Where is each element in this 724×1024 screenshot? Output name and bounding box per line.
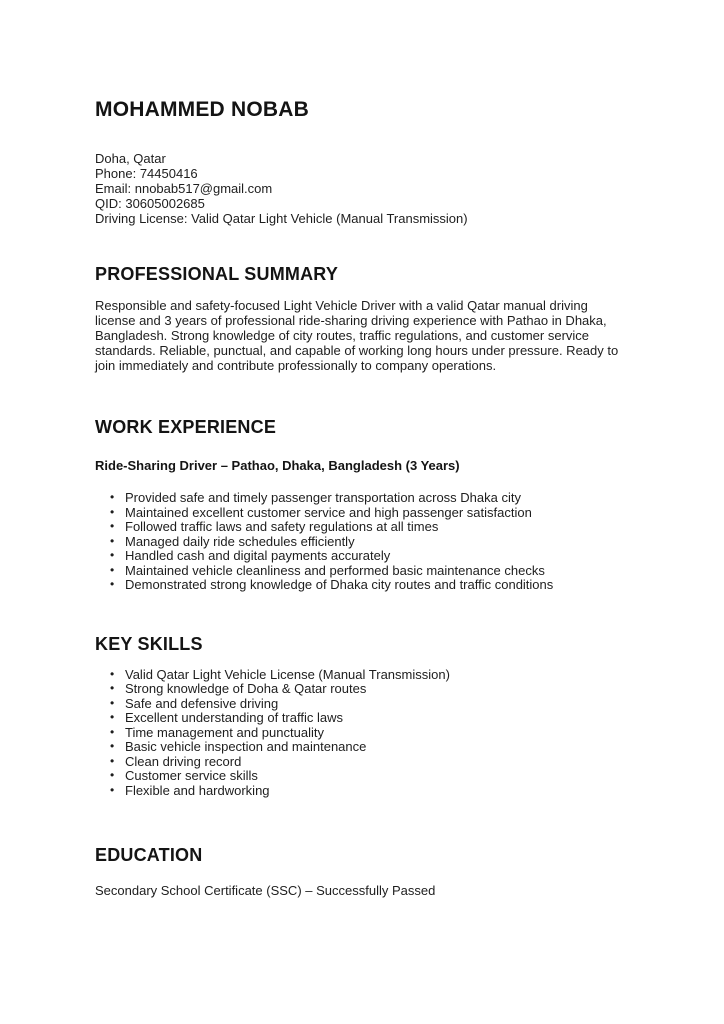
section-heading-professional-summary: PROFESSIONAL SUMMARY <box>95 264 339 284</box>
skill-bullet: • Safe and defensive driving <box>110 697 625 712</box>
contact-location: Doha, Qatar <box>95 151 166 166</box>
section-heading-work-experience: WORK EXPERIENCE <box>95 417 277 437</box>
skill-bullet: • Basic vehicle inspection and maintenance <box>110 740 625 755</box>
experience-bullet: • Followed traffic laws and safety regulations at all times <box>110 520 625 535</box>
experience-bullet: • Managed daily ride schedules efficiently <box>110 535 625 550</box>
contact-phone: Phone: 74450416 <box>95 166 198 181</box>
contact-qid: QID: 30605002685 <box>95 196 205 211</box>
candidate-name: MOHAMMED NOBAB <box>95 98 309 121</box>
contact-block <box>95 151 631 226</box>
experience-bullet: • Provided safe and timely passenger transportation across Dhaka city <box>110 491 625 506</box>
experience-bullet: • Demonstrated strong knowledge of Dhaka city routes and traffic conditions <box>110 578 625 593</box>
skill-bullet: • Flexible and hardworking <box>110 784 625 799</box>
skill-bullet: • Excellent understanding of traffic laws <box>110 711 625 726</box>
skills-bullet-list <box>95 668 625 799</box>
professional-summary-text: Responsible and safety-focused Light Vehicle Driver with a valid Qatar manual driving license and 3 years of professional ride-sharing driving experience with Pathao in Dhaka, Bangladesh. Strong knowledge of city routes, traffic regulations, and customer service standards. Reliable, punctual, and capable of working long hours under pressure. Ready to join immediately and contribute professionally to company operations. <box>95 298 619 373</box>
experience-bullet: • Maintained vehicle cleanliness and performed basic maintenance checks <box>110 564 625 579</box>
experience-bullet-list <box>95 491 625 593</box>
skill-bullet: • Clean driving record <box>110 755 625 770</box>
experience-role-title: Ride-Sharing Driver – Pathao, Dhaka, Bangladesh (3 Years) <box>95 458 460 473</box>
skill-bullet: • Strong knowledge of Doha & Qatar routes <box>110 682 625 697</box>
skill-bullet: • Valid Qatar Light Vehicle License (Manual Transmission) <box>110 668 625 683</box>
skill-bullet: • Customer service skills <box>110 769 625 784</box>
experience-bullet: • Maintained excellent customer service and high passenger satisfaction <box>110 506 625 521</box>
experience-bullet: • Handled cash and digital payments accurately <box>110 549 625 564</box>
contact-email: Email: nnobab517@gmail.com <box>95 181 273 196</box>
section-heading-key-skills: KEY SKILLS <box>95 633 203 654</box>
section-heading-education: EDUCATION <box>95 845 203 865</box>
skill-bullet: • Time management and punctuality <box>110 726 625 741</box>
contact-driving-license: Driving License: Valid Qatar Light Vehicle (Manual Transmission) <box>95 211 468 226</box>
education-text: Secondary School Certificate (SSC) – Successfully Passed <box>95 883 436 898</box>
